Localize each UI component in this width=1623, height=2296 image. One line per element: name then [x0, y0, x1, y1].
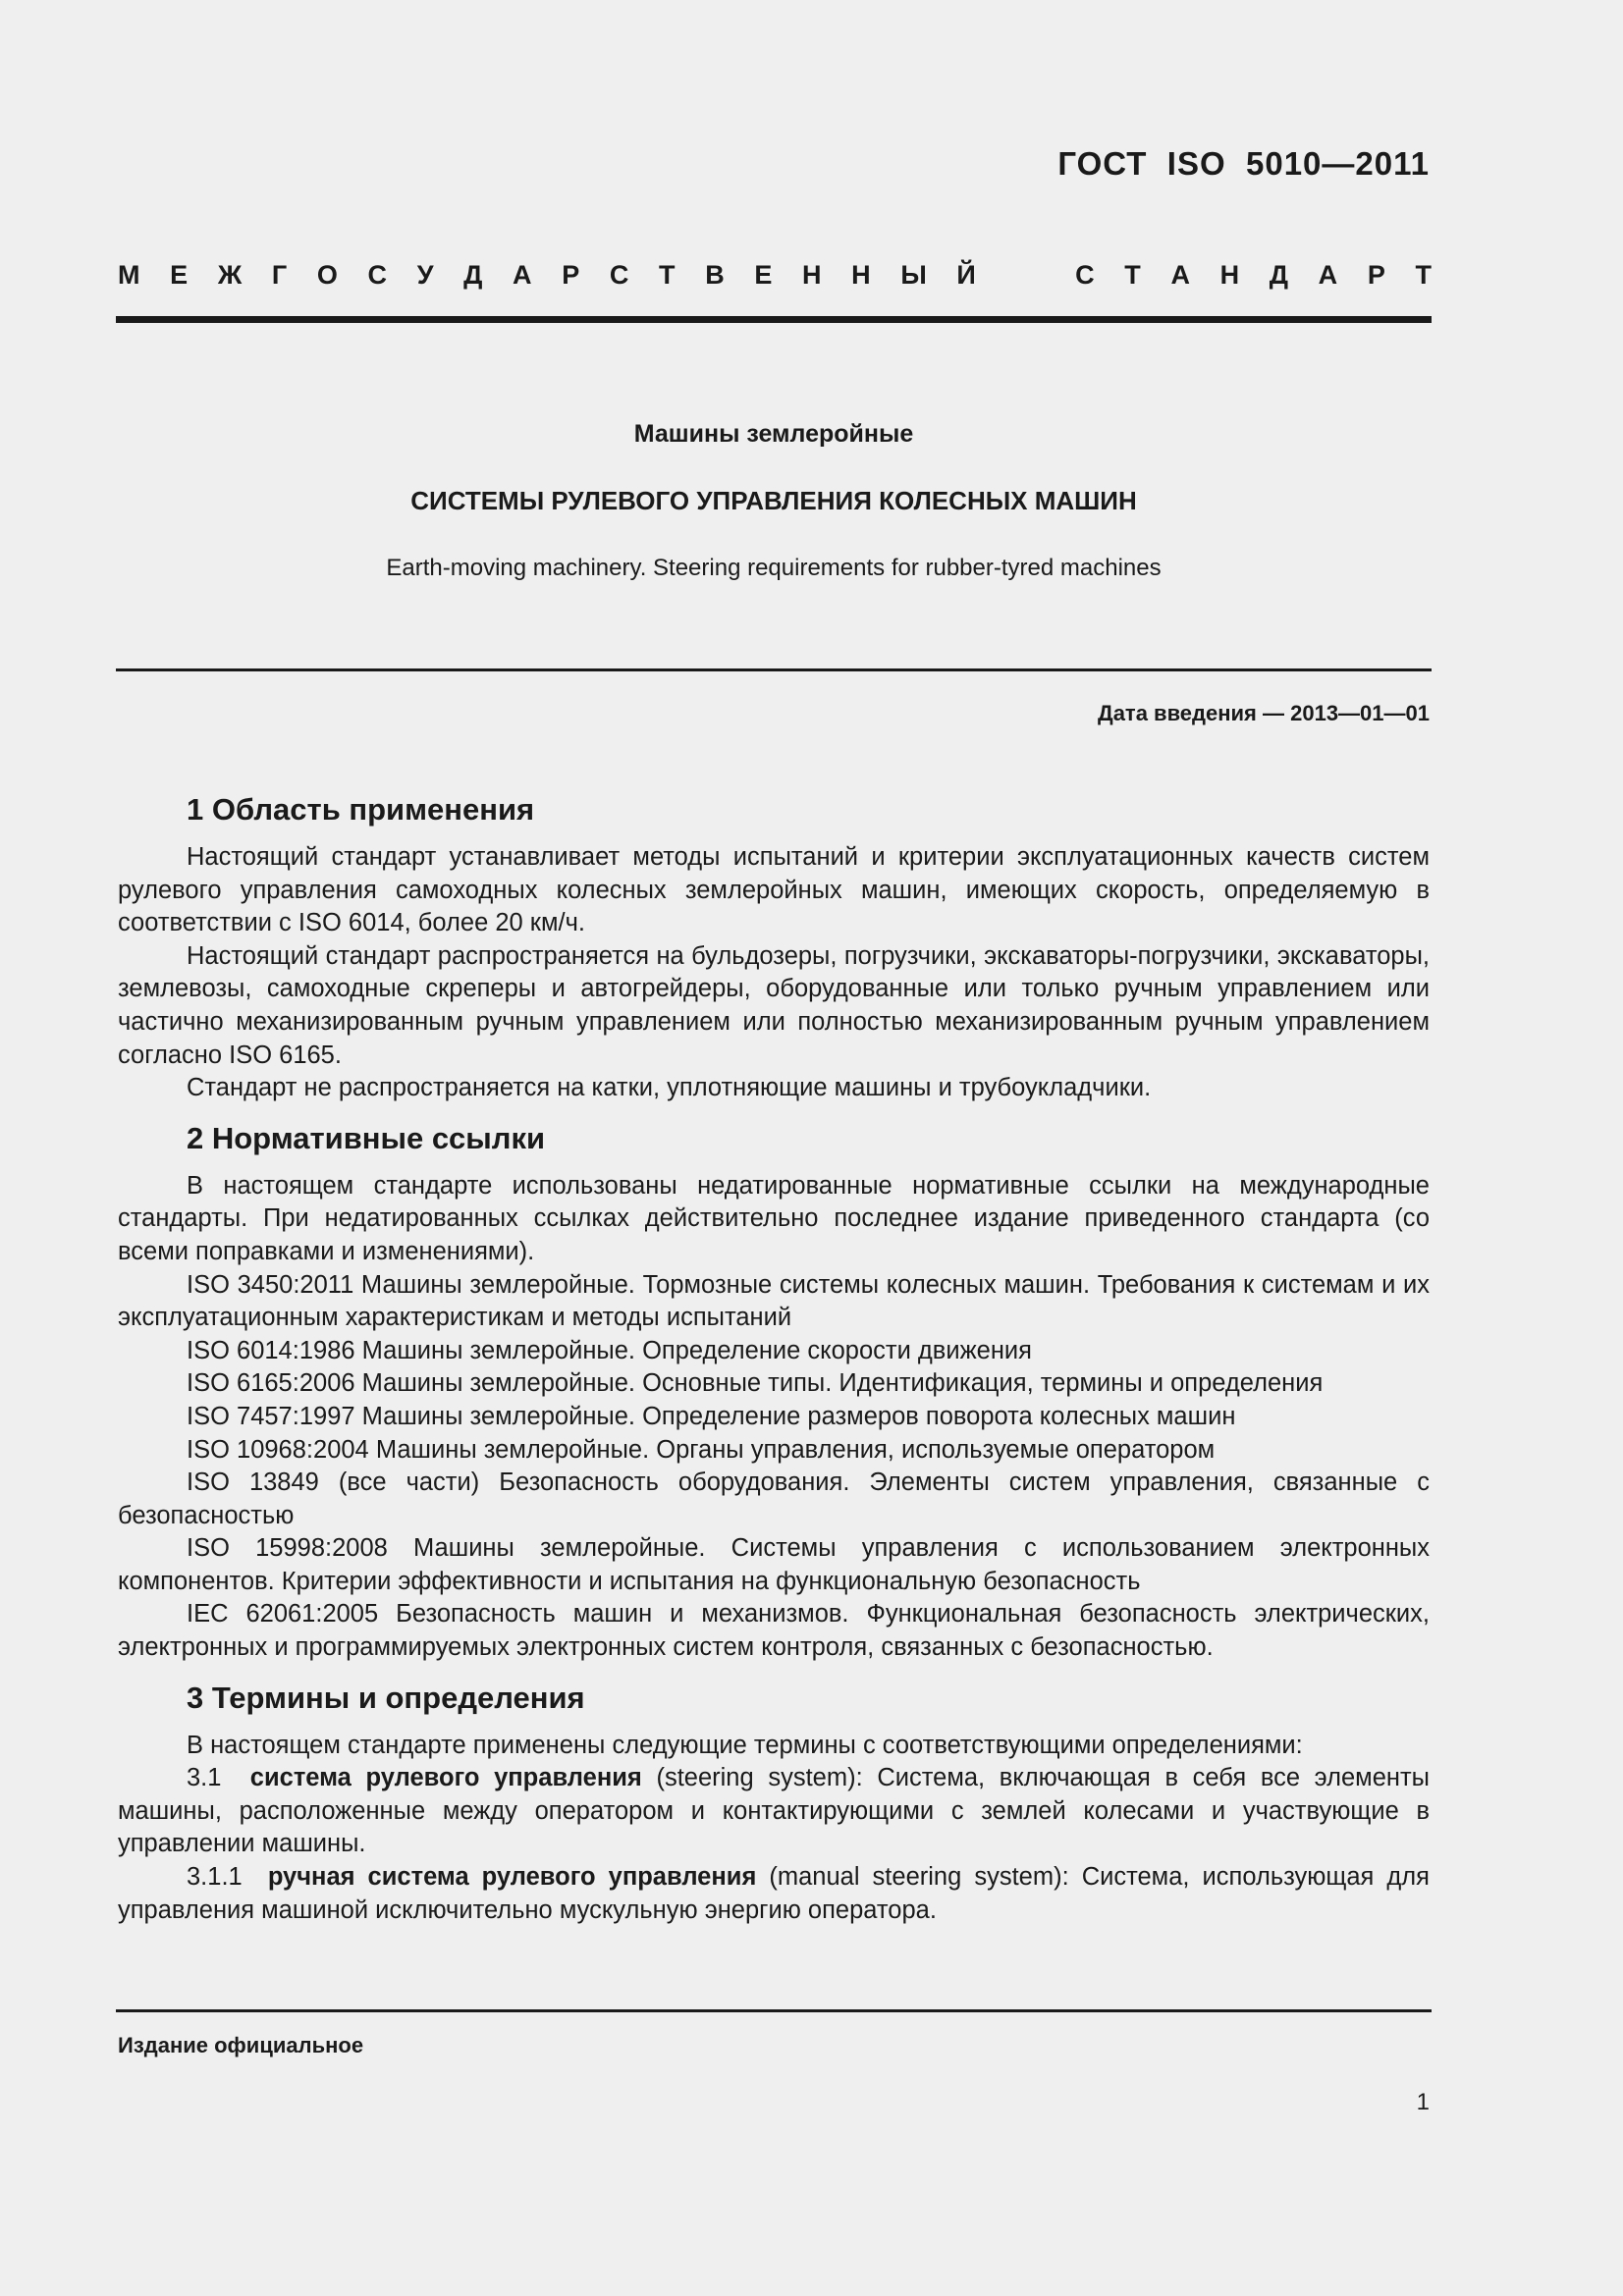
definition-term: система рулевого управления — [249, 1764, 642, 1792]
document-body — [118, 790, 1430, 1927]
definition-term: ручная система рулевого управления — [267, 1863, 757, 1892]
category-title: Машины землеройные — [633, 420, 914, 448]
banner-letter: Т — [659, 260, 676, 290]
reference-item: ISO 6165:2006 Машины землеройные. Основные типы. Идентификация, термины и определения — [187, 1369, 1324, 1398]
paragraph: Настоящий стандарт распространяется на бульдозеры, погрузчики, экскаваторы-погрузчики, экскаваторы, землевозы, самоходные скреперы и автогрейдеры, оборудованные или только ручным управлением или частично механизированным ручным управлением или полностью механизированным ручным управлением согласно ISO 6165. — [118, 941, 1430, 1069]
reference-item: ISO 6014:1986 Машины землеройные. Определение скорости движения — [187, 1336, 1032, 1364]
definition-text: (manual steering system): Система, использующая для управления машиной исключительно мускульную энергию оператора. — [118, 1863, 1430, 1924]
reference-item: ISO 13849 (все части) Безопасность оборудования. Элементы систем управления, связанные с безопасностью — [118, 1468, 1430, 1529]
banner-letter: Т — [1415, 260, 1432, 290]
standard-number: ГОСТ ISO 5010—2011 — [1057, 145, 1430, 182]
interstate-standard-banner — [118, 260, 1432, 291]
definition-text: (steering system): Система, включающая в себя все элементы машины, расположенные между оператором и контактирующими с землей колесами и участвующие в управлении машины. — [118, 1764, 1430, 1858]
reference-item: ISO 7457:1997 Машины землеройные. Определение размеров поворота колесных машин — [187, 1402, 1236, 1430]
banner-letter: Н — [802, 260, 822, 290]
banner-letter: А — [513, 260, 532, 290]
definition-number: 3.1 — [187, 1764, 250, 1792]
section-heading: 2 Нормативные ссылки — [187, 1120, 546, 1155]
definition — [118, 1861, 1430, 1927]
reference-item: ISO 15998:2008 Машины землеройные. Системы управления с использованием электронных компонентов. Критерии эффективности и испытания на функциональную безопасность — [118, 1534, 1430, 1595]
banner-letter: О — [316, 260, 338, 290]
introduction-date: Дата введения — 2013—01—01 — [1098, 701, 1430, 725]
paragraph: Стандарт не распространяется на катки, уплотняющие машины и трубоукладчики. — [187, 1074, 1152, 1102]
paragraph: Настоящий стандарт устанавливает методы испытаний и критерии эксплуатационных качеств систем рулевого управления самоходных колесных землеройных машин, имеющих скорость, определяемую в соответствии с ISO 6014, более 20 км/ч. — [118, 843, 1430, 937]
reference-item: ISO 10968:2004 Машины землеройные. Органы управления, используемые оператором — [187, 1435, 1216, 1464]
banner-letter: Г — [271, 260, 288, 290]
banner-letter: Н — [851, 260, 871, 290]
official-edition-note: Издание официальное — [118, 2033, 364, 2057]
banner-letter: А — [1170, 260, 1190, 290]
page-number: 1 — [1416, 2089, 1430, 2115]
title-divider — [116, 668, 1432, 671]
paragraph: В настоящем стандарте применены следующие термины с соответствующими определениями: — [187, 1731, 1303, 1759]
reference-item: IEC 62061:2005 Безопасность машин и механизмов. Функциональная безопасность электрических, электронных и программируемых электронных систем контроля, связанных с безопасностью. — [118, 1600, 1430, 1662]
definition-number: 3.1.1 — [187, 1863, 268, 1892]
banner-letter: Й — [956, 260, 976, 290]
banner-letter: С — [609, 260, 629, 290]
banner-letter: Т — [1124, 260, 1141, 290]
banner-letter: С — [1075, 260, 1095, 290]
english-title: Earth-moving machinery. Steering requirements for rubber-tyred machines — [386, 555, 1162, 581]
banner-letter: В — [705, 260, 725, 290]
main-title: СИСТЕМЫ РУЛЕВОГО УПРАВЛЕНИЯ КОЛЕСНЫХ МАШИН — [410, 486, 1137, 515]
header-divider — [116, 316, 1432, 323]
banner-letter: Р — [562, 260, 580, 290]
banner-letter: У — [416, 260, 434, 290]
banner-word-gap — [1005, 260, 1045, 291]
banner-letter: Д — [1269, 260, 1289, 290]
definition — [118, 1762, 1430, 1861]
banner-letter: Ы — [900, 260, 927, 290]
banner-letter: Е — [754, 260, 773, 290]
banner-letter: М — [118, 260, 140, 290]
footer-divider — [116, 2009, 1432, 2012]
banner-letter: Р — [1367, 260, 1385, 290]
banner-letter: А — [1318, 260, 1338, 290]
banner-letter: Ж — [217, 260, 243, 290]
banner-letter: Н — [1219, 260, 1240, 290]
section-heading: 3 Термины и определения — [187, 1680, 585, 1715]
paragraph: В настоящем стандарте использованы недатированные нормативные ссылки на международные стандарты. При недатированных ссылках действительно последнее издание приведенного стандарта (со всеми поправками и изменениями). — [118, 1171, 1430, 1265]
reference-item: ISO 3450:2011 Машины землеройные. Тормозные системы колесных машин. Требования к системам и их эксплуатационным характеристикам и методы испытаний — [118, 1270, 1430, 1332]
banner-letter: Е — [170, 260, 189, 290]
banner-letter: С — [367, 260, 388, 290]
section-heading: 1 Область применения — [187, 792, 535, 827]
banner-letter: Д — [463, 260, 483, 290]
